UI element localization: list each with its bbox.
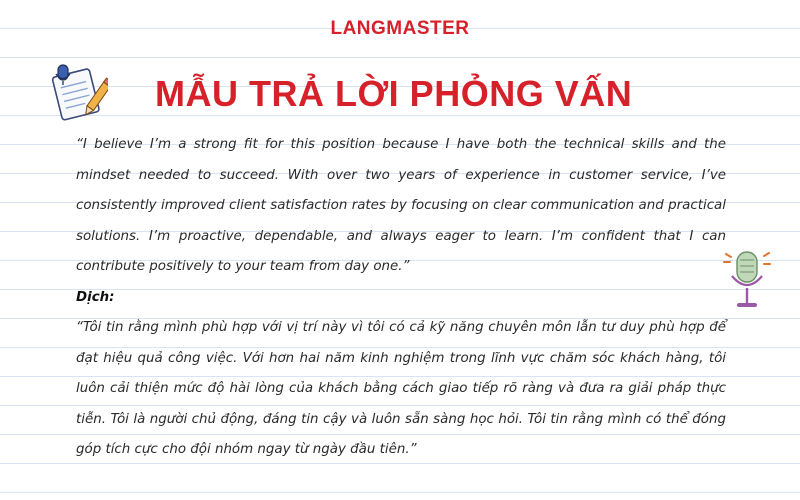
notepad-pencil-icon	[46, 60, 108, 122]
page-title: MẪU TRẢ LỜI PHỎNG VẤN	[155, 73, 633, 114]
quote-english: “I believe I’m a strong fit for this position because I have both the technical skills and the mindset needed to succeed. With over two years of experience in customer service, I’ve consistently improved client satisfaction rates by focusing on clear communication and practical solutions. I’m proactive, dependable, and always eager to learn. I’m confident that I can contribute positively to your team from day one.”	[76, 137, 726, 274]
content-body	[76, 130, 726, 466]
microphone-icon	[720, 248, 774, 312]
brand-logo: LANGMASTER	[330, 18, 470, 39]
translation-label: Dịch:	[76, 289, 115, 305]
quote-vietnamese: “Tôi tin rằng mình phù hợp với vị trí này vì tôi có cả kỹ năng chuyên môn lẫn tư duy phù hợp để đạt hiệu quả công việc. Với hơn hai năm kinh nghiệm trong lĩnh vực chăm sóc khách hàng, tôi luôn cải thiện mức độ hài lòng của khách bằng cách giao tiếp rõ ràng và đưa ra giải pháp thực tiễn. Tôi là người chủ động, đáng tin cậy và luôn sẵn sàng học hỏi. Tôi tin rằng mình có thể đóng góp tích cực cho đội nhóm ngay từ ngày đầu tiên.”	[76, 320, 726, 457]
